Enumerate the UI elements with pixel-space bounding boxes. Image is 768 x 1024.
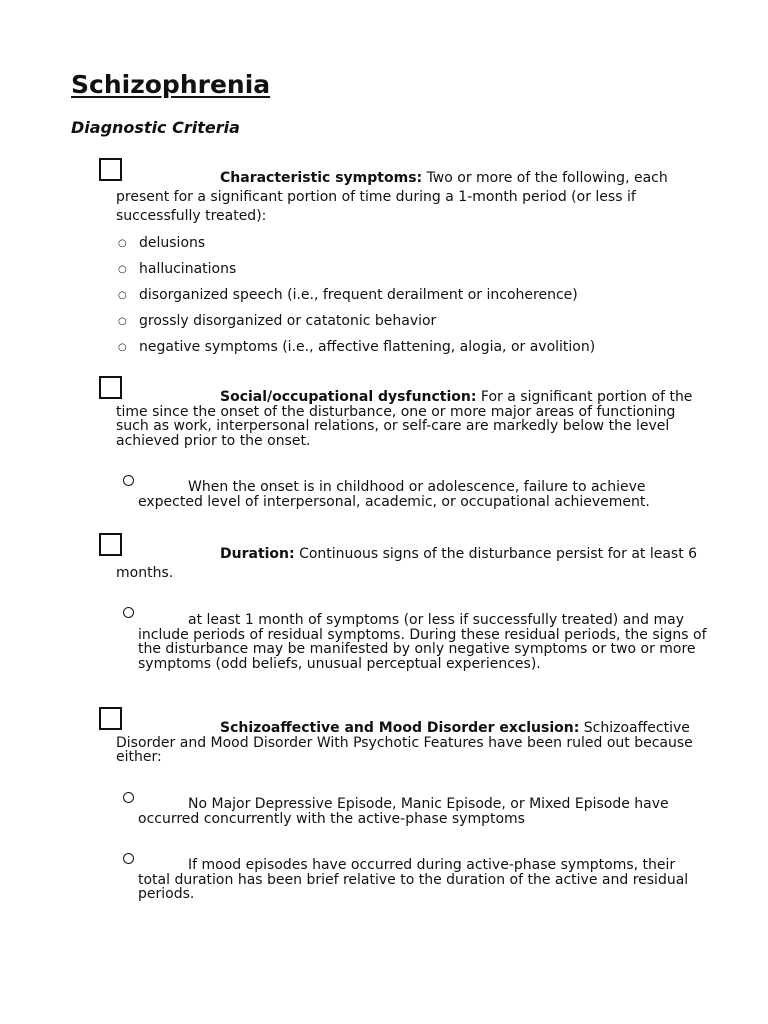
criterion-heading: Schizoaffective and Mood Disorder exclusion: xyxy=(220,720,580,736)
list-item: ○ disorganized speech (i.e., frequent derailment or incoherence) xyxy=(116,285,595,311)
bullet-circle-icon: ○ xyxy=(118,342,127,353)
sub-bullet-circle-icon xyxy=(123,607,134,618)
criterion-schizoaffective-exclusion xyxy=(116,721,706,765)
list-item: ○ negative symptoms (i.e., affective flattening, alogia, or avolition) xyxy=(116,337,595,363)
criterion-duration xyxy=(116,545,706,583)
sub-criterion-childhood-onset: When the onset is in childhood or adolescence, failure to achieve expected level of interpersonal, academic, or occupational achievement. xyxy=(138,479,650,510)
bullet-circle-icon: ○ xyxy=(118,238,127,249)
page-title: Schizophrenia xyxy=(71,70,271,99)
sub-bullet-circle-icon xyxy=(123,792,134,803)
criterion-characteristic-symptoms xyxy=(116,169,706,226)
bullet-circle-icon: ○ xyxy=(118,290,127,301)
criterion-heading: Duration: xyxy=(220,546,295,562)
sub-criterion-no-mood-episode: No Major Depressive Episode, Manic Episode, or Mixed Episode have occurred concurrently with the active-phase symptoms xyxy=(138,796,669,827)
sub-criterion-active-phase: at least 1 month of symptoms (or less if successfully treated) and may include periods of residual symptoms. During these residual periods, the signs of the disturbance may be manifested by only negative symptoms or two or more symptoms (odd beliefs, unusual perceptual experiences). xyxy=(138,612,707,672)
symptom-list xyxy=(116,233,595,363)
sub-bullet-circle-icon xyxy=(123,475,134,486)
sub-bullet-circle-icon xyxy=(123,853,134,864)
sub-criterion-brief-mood-episodes: If mood episodes have occurred during active-phase symptoms, their total duration has been brief relative to the duration of the active and residual periods. xyxy=(138,857,689,902)
criterion-social-occupational-dysfunction xyxy=(116,390,706,448)
criterion-text: Continuous signs of the disturbance persist for at least 6 months. xyxy=(116,546,698,581)
criterion-text: For a significant portion of the time since the onset of the disturbance, one or more major areas of functioning such as work, interpersonal relations, or self-care are markedly below the level achieved prior to the onset. xyxy=(116,389,693,449)
criterion-text: Two or more of the following, each present for a significant portion of time during a 1-month period (or less if successfully treated): xyxy=(116,170,668,224)
section-subtitle: Diagnostic Criteria xyxy=(71,118,240,137)
bullet-circle-icon: ○ xyxy=(118,264,127,275)
criterion-heading: Characteristic symptoms: xyxy=(220,170,423,186)
criterion-heading: Social/occupational dysfunction: xyxy=(220,389,477,405)
list-item: ○ hallucinations xyxy=(116,259,595,285)
bullet-circle-icon: ○ xyxy=(118,316,127,327)
criterion-text: Schizoaffective Disorder and Mood Disorder With Psychotic Features have been ruled out because either: xyxy=(116,720,693,765)
list-item: ○ delusions xyxy=(116,233,595,259)
list-item: ○ grossly disorganized or catatonic behavior xyxy=(116,311,595,337)
